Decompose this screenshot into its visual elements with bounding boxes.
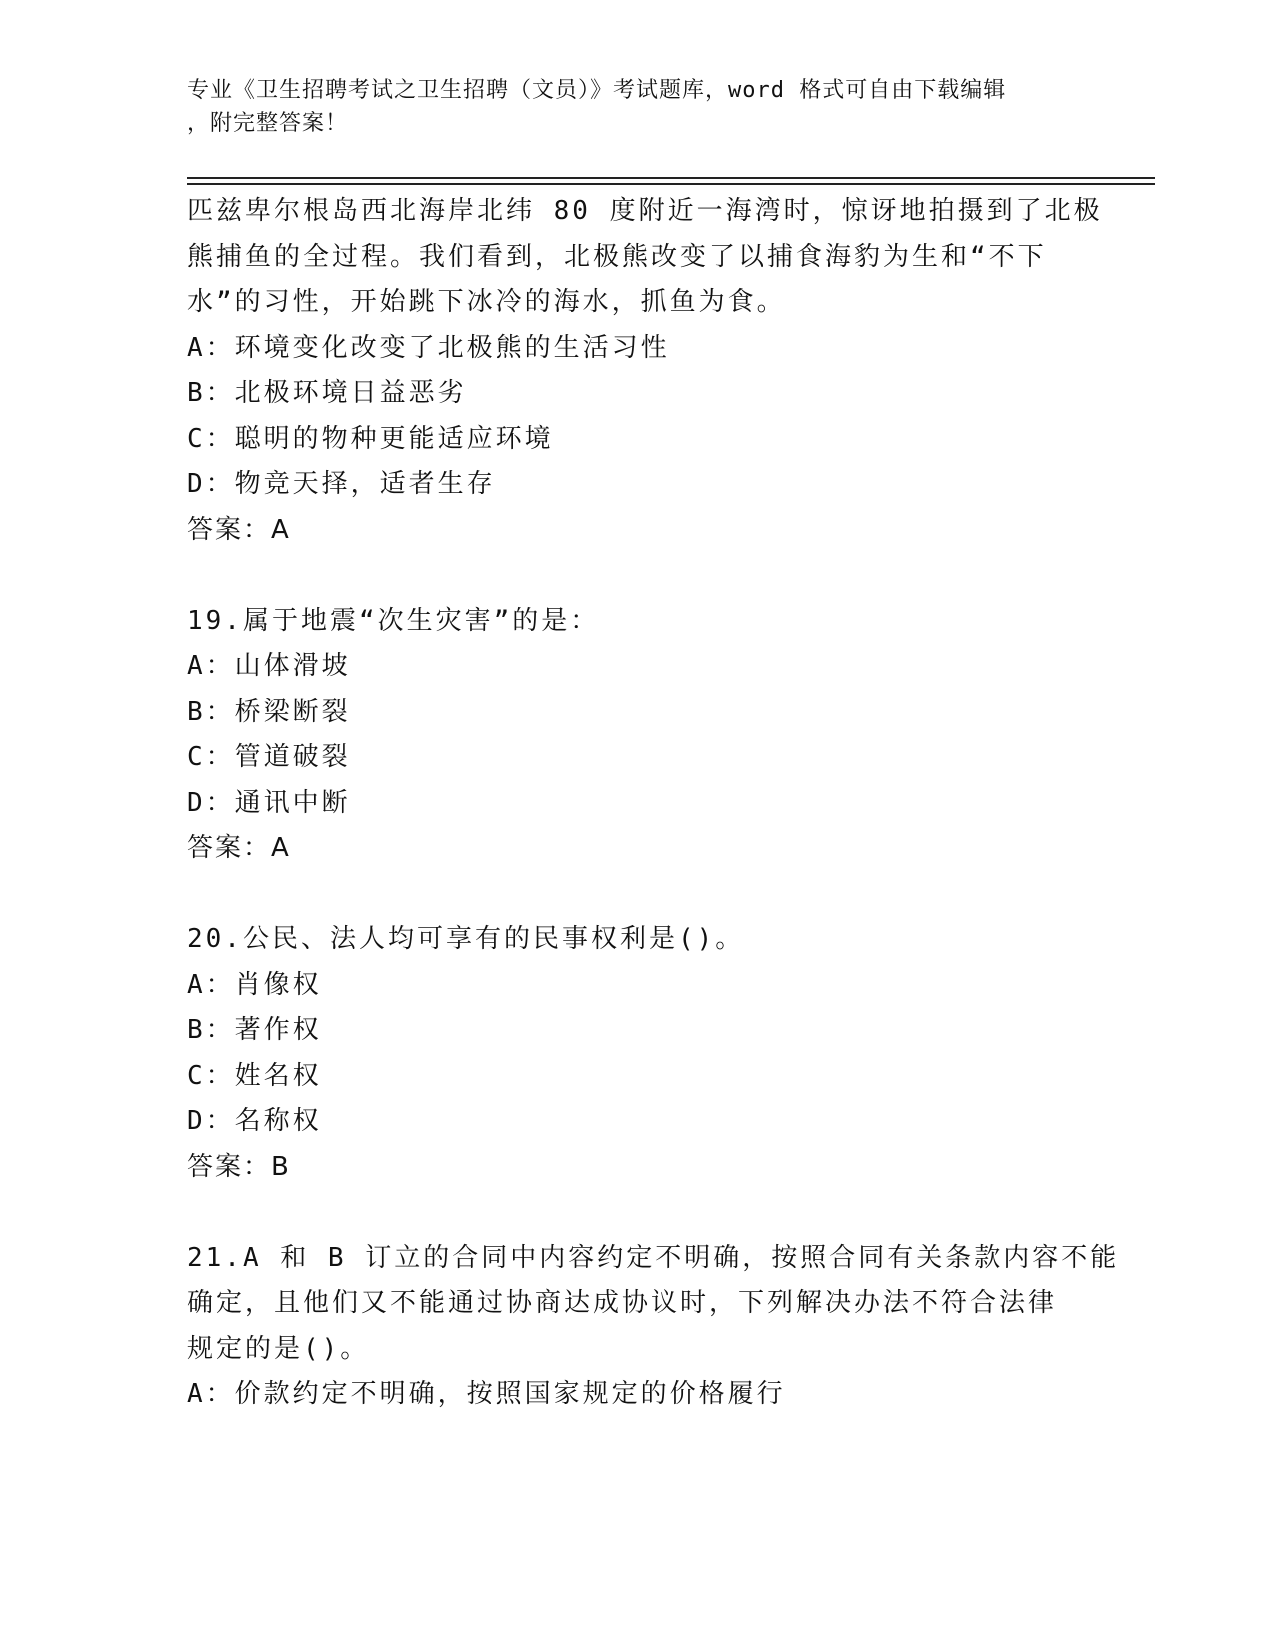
question-stem-line: 匹兹卑尔根岛西北海岸北纬 80 度附近一海湾时，惊讶地拍摄到了北极: [187, 196, 1103, 226]
question-18: [187, 189, 1103, 553]
option-a: A：山体滑坡: [187, 651, 351, 681]
question-20: [187, 917, 1087, 1190]
option-c: C：姓名权: [187, 1060, 322, 1091]
question-19: [187, 599, 1087, 872]
question-stem-line: 规定的是()。: [187, 1333, 370, 1364]
question-stem-line: 19.属于地震“次生灾害”的是：: [187, 605, 600, 636]
question-21: [187, 1236, 1120, 1418]
option-a: A：肖像权: [187, 969, 322, 1000]
header-line-1: 专业《卫生招聘考试之卫生招聘（文员）》考试题库，word 格式可自由下载编辑: [187, 78, 1007, 103]
option-a: A：价款约定不明确，按照国家规定的价格履行: [187, 1379, 786, 1409]
answer: 答案：B: [187, 1151, 291, 1182]
answer: 答案：A: [187, 833, 291, 863]
question-stem-line: 21.A 和 B 订立的合同中内容约定不明确，按照合同有关条款内容不能: [187, 1242, 1120, 1273]
spacer: [187, 872, 1087, 918]
document-header: [187, 74, 1077, 140]
spacer: [187, 553, 1087, 599]
option-b: B：桥梁断裂: [187, 696, 351, 727]
question-stem-line: 确定，且他们又不能通过协商达成协议时，下列解决办法不符合法律: [187, 1288, 1058, 1318]
question-stem-line: 水”的习性，开始跳下冰冷的海水，抓鱼为食。: [187, 287, 786, 317]
header-line-2: ，附完整答案！: [187, 111, 349, 136]
option-c: C：聪明的物种更能适应环境: [187, 423, 554, 454]
option-b: B：北极环境日益恶劣: [187, 378, 467, 408]
header-divider-bottom: [187, 183, 1155, 185]
header-divider-top: [187, 177, 1155, 179]
spacer: [187, 1190, 1087, 1236]
option-c: C：管道破裂: [187, 742, 351, 772]
option-d: D：通讯中断: [187, 787, 351, 818]
answer: 答案：A: [187, 514, 291, 545]
option-a: A：环境变化改变了北极熊的生活习性: [187, 332, 670, 363]
option-d: D：名称权: [187, 1106, 322, 1136]
option-b: B：著作权: [187, 1015, 322, 1045]
question-stem-line: 熊捕鱼的全过程。我们看到，北极熊改变了以捕食海豹为生和“不下: [187, 241, 1047, 272]
option-d: D：物竞天择，适者生存: [187, 469, 496, 499]
question-list: [187, 189, 1120, 1418]
question-stem-line: 20.公民、法人均可享有的民事权利是()。: [187, 924, 745, 954]
